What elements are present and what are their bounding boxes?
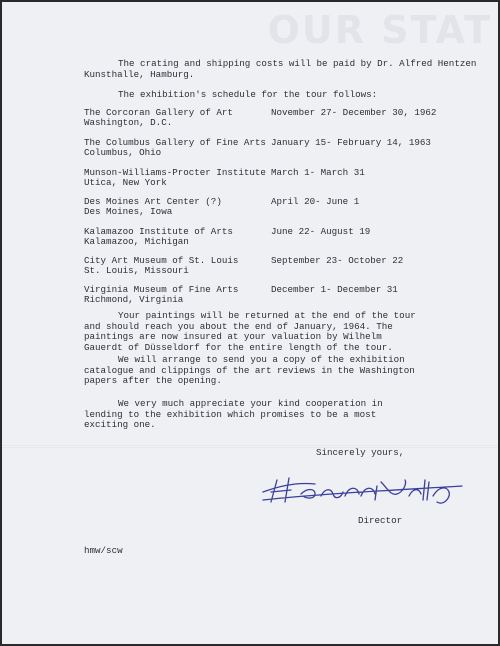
schedule-venue: Virginia Museum of Fine Arts	[84, 284, 239, 295]
schedule-venue: The Corcoran Gallery of Art	[84, 107, 233, 118]
closing-salutation: Sincerely yours,	[316, 447, 405, 458]
schedule-row	[84, 285, 424, 307]
intro-line-2: Kunsthalle, Hamburg.	[84, 69, 195, 80]
schedule-location: St. Louis, Missouri	[84, 265, 189, 277]
intro-line-1: The crating and shipping costs will be paid by Dr. Alfred Hentzen	[118, 58, 477, 69]
schedule-dates: November 27- December 30, 1962	[271, 107, 437, 118]
schedule-location: Des Moines, Iowa	[84, 206, 173, 218]
schedule-location: Washington, D.C.	[84, 117, 173, 129]
schedule-venue: The Columbus Gallery of Fine Arts	[84, 137, 266, 148]
schedule-dates: March 1- March 31	[271, 167, 365, 178]
signer-title: Director	[358, 515, 403, 526]
schedule-row	[84, 107, 437, 130]
paragraph-appreciation: We very much appreciate your kind cooperation in lending to the exhibition which promises to be a most exciting one.	[84, 398, 383, 431]
schedule-dates: December 1- December 31	[271, 284, 398, 295]
schedule-row	[84, 137, 431, 160]
schedule-venue: Des Moines Art Center (?)	[84, 196, 222, 207]
typist-initials: hmw/scw	[84, 545, 123, 556]
page-fold-line	[2, 445, 500, 448]
schedule-location: Columbus, Ohio	[84, 147, 162, 159]
schedule-venue: Kalamazoo Institute of Arts	[84, 226, 233, 237]
schedule-dates: September 23- October 22	[271, 255, 404, 266]
schedule-row	[84, 256, 424, 278]
schedule-venue: Munson-Williams-Procter Institute	[84, 167, 266, 178]
schedule-venue: City Art Museum of St. Louis	[84, 255, 239, 266]
paragraph-return-insurance: Your paintings will be returned at the end of the tour and should reach you about the end of January, 1964. The paintings are now insured at your valuation by Wilhelm Gauerdt of Düsseldorf for the entire length of the tour.	[84, 310, 416, 353]
schedule-row	[84, 168, 424, 190]
handwritten-signature	[257, 472, 472, 512]
schedule-row	[84, 197, 424, 219]
schedule-row	[84, 227, 424, 249]
schedule-intro: The exhibition's schedule for the tour follows:	[118, 89, 378, 100]
letterhead-ghost-watermark: OUR STAT	[267, 8, 492, 52]
schedule-dates: April 20- June 1	[271, 196, 360, 207]
schedule-location: Richmond, Virginia	[84, 294, 184, 306]
schedule-dates: June 22- August 19	[271, 226, 371, 237]
schedule-location: Kalamazoo, Michigan	[84, 236, 189, 248]
paragraph-catalogue: We will arrange to send you a copy of the exhibition catalogue and clippings of the art reviews in the Washington papers after the opening.	[84, 354, 415, 387]
schedule-dates: January 15- February 14, 1963	[271, 137, 431, 148]
schedule-location: Utica, New York	[84, 177, 167, 189]
